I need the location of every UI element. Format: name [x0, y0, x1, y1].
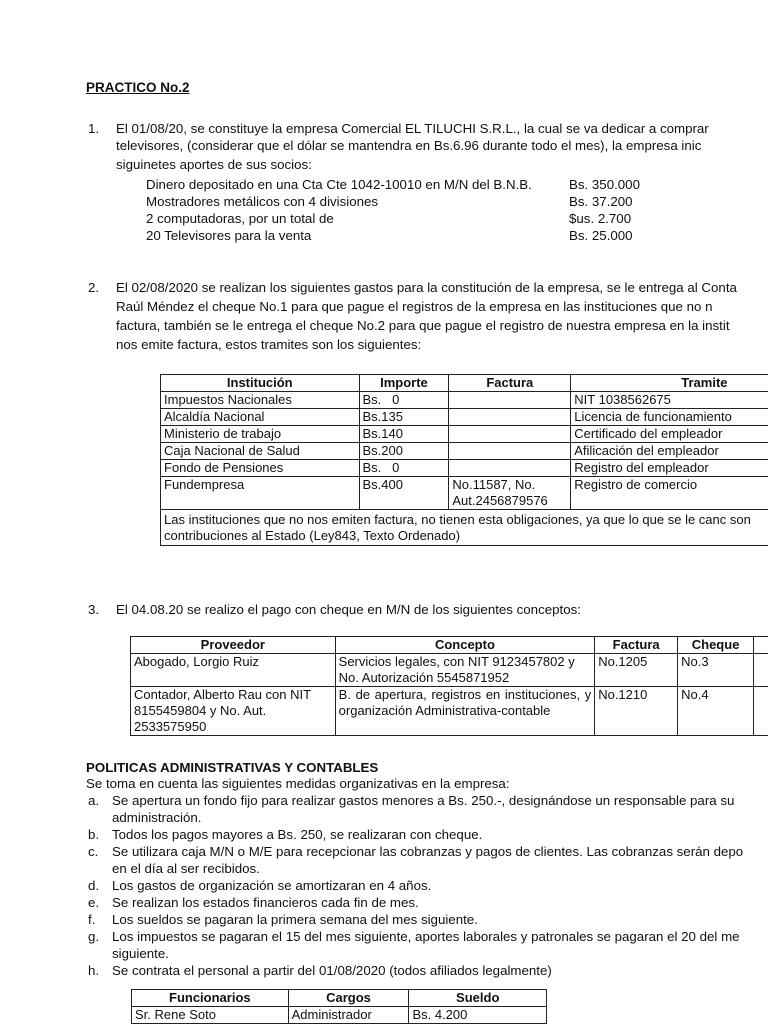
policy-letter: h.: [88, 963, 100, 978]
table-cell: Licencia de funcionamiento: [571, 409, 768, 426]
policy-letter: d.: [88, 878, 100, 893]
policy-letter: c.: [88, 844, 99, 859]
table-cell: [754, 687, 768, 736]
policy-letter: f.: [88, 912, 96, 927]
table-row: [161, 392, 768, 409]
policy-letter: g.: [88, 929, 100, 944]
table-cell: [449, 409, 571, 426]
aporte-row: [146, 193, 746, 210]
table-cell: [449, 460, 571, 477]
aporte-amount: Bs. 37.200: [569, 194, 633, 209]
table-cell: Bs. 0: [359, 460, 449, 477]
table-cell: Bs. 4.200: [409, 1007, 547, 1024]
table-cell: Ministerio de trabajo: [161, 426, 360, 443]
table-cell: Bs.200: [359, 443, 449, 460]
table-row: [131, 654, 768, 687]
payments-table: [130, 636, 768, 736]
column-header: [754, 637, 768, 654]
table-cell: No.11587, No. Aut.2456879576: [449, 477, 571, 510]
policy-letter: a.: [88, 793, 100, 808]
table-cell: [754, 654, 768, 687]
table-row: [161, 477, 768, 510]
table-header-row: [132, 990, 547, 1007]
table-cell: [449, 392, 571, 409]
policy-item: [86, 792, 768, 826]
aporte-amount: Bs. 25.000: [569, 228, 633, 243]
table-cell: Fundempresa: [161, 477, 360, 510]
aporte-row: [146, 227, 746, 244]
policy-text: Se utilizara caja M/N o M/E para recepcionar las cobranzas y pagos de clientes. Las cobranzas serán depo: [112, 844, 744, 859]
table-note: Las instituciones que no nos emiten factura, no tienen esta obligaciones, ya que lo que se le canc son contribuciones al Estado (Ley843, Texto Ordenado): [161, 510, 768, 546]
policy-text: Se realizan los estados financieros cada fin de mes.: [112, 895, 419, 910]
item-number: 1.: [88, 121, 100, 136]
column-header: Cheque: [678, 637, 754, 654]
item-line: El 04.08.20 se realizo el pago con cheque en M/N de los siguientes conceptos:: [116, 602, 581, 617]
column-header: Concepto: [335, 637, 595, 654]
table-cell: Registro de comercio: [571, 477, 768, 510]
table-row: [161, 426, 768, 443]
item-number: 2.: [88, 280, 100, 295]
table-cell: No.4: [678, 687, 754, 736]
table-note-row: [161, 510, 768, 546]
table-cell: Fondo de Pensiones: [161, 460, 360, 477]
table-row: [161, 443, 768, 460]
table-cell: Servicios legales, con NIT 9123457802 y No. Autorización 5545871952: [335, 654, 595, 687]
table-cell: B. de apertura, registros en instituciones, y organización Administrativa-contable: [335, 687, 595, 736]
table-cell: Bs.135: [359, 409, 449, 426]
table-cell: No.1205: [595, 654, 678, 687]
policy-item: [86, 894, 768, 911]
table-cell: Bs. 0: [359, 392, 449, 409]
table-row: [161, 460, 768, 477]
table-row: [161, 409, 768, 426]
policy-text: Se apertura un fondo fijo para realizar gastos menores a Bs. 250.-, designándose un responsable para su: [112, 793, 735, 808]
table-cell: [449, 426, 571, 443]
table-cell: Administrador: [288, 1007, 409, 1024]
column-header: Cargos: [288, 990, 409, 1007]
aporte-amount: Bs. 350.000: [569, 177, 640, 192]
table-row: [132, 1007, 547, 1024]
column-header: Institución: [161, 375, 360, 392]
table-cell: Bs.140: [359, 426, 449, 443]
item-line: nos emite factura, estos tramites son los siguientes:: [116, 337, 422, 352]
policy-text: Se contrata el personal a partir del 01/08/2020 (todos afiliados legalmente): [112, 963, 552, 978]
table-row: [131, 687, 768, 736]
table-cell: Abogado, Lorgio Ruiz: [131, 654, 336, 687]
policy-letter: e.: [88, 895, 100, 910]
item-line: siguinetes aportes de sus socios:: [116, 157, 312, 172]
table-header-row: [131, 637, 768, 654]
table-cell: Registro del empleador: [571, 460, 768, 477]
policy-text: Los sueldos se pagaran la primera semana del mes siguiente.: [112, 912, 478, 927]
aportes-list: [146, 176, 746, 244]
item-line: Raúl Méndez el cheque No.1 para que pague el registros de la empresa en las instituciones que no n: [116, 299, 713, 314]
policy-text: Los impuestos se pagaran el 15 del mes siguiente, aportes laborales y patronales se pagaran el 20 del me: [112, 929, 740, 944]
policy-item: [86, 962, 768, 979]
aporte-desc: Dinero depositado en una Cta Cte 1042-10010 en M/N del B.N.B.: [146, 177, 532, 192]
column-header: Importe: [359, 375, 449, 392]
policy-text: en el día al ser recibidos.: [112, 861, 260, 876]
table-cell: [449, 443, 571, 460]
column-header: Factura: [595, 637, 678, 654]
policy-item: [86, 826, 768, 843]
table-cell: Sr. Rene Soto: [132, 1007, 289, 1024]
column-header: Funcionarios: [132, 990, 289, 1007]
item-line: El 02/08/2020 se realizan los siguientes gastos para la constitución de la empresa, se le entrega al Conta: [116, 280, 737, 295]
policy-item: [86, 877, 768, 894]
column-header: Sueldo: [409, 990, 547, 1007]
table-cell: Certificado del empleador: [571, 426, 768, 443]
aporte-desc: Mostradores metálicos con 4 divisiones: [146, 194, 379, 209]
policy-text: administración.: [112, 810, 202, 825]
aporte-amount: $us. 2.700: [569, 211, 632, 226]
policy-text: Los gastos de organización se amortizaran en 4 años.: [112, 878, 432, 893]
table-cell: Afilicación del empleador: [571, 443, 768, 460]
item-line: televisores, (considerar que el dólar se mantendra en Bs.6.96 durante todo el mes), la empresa inic: [116, 138, 702, 153]
table-header-row: [161, 375, 768, 392]
policy-item: [86, 843, 768, 877]
staff-table: [131, 989, 547, 1024]
policies-intro: Se toma en cuenta las siguientes medidas organizativas en la empresa:: [86, 776, 510, 791]
policy-item: [86, 911, 768, 928]
table-cell: No.3: [678, 654, 754, 687]
policy-text: siguiente.: [112, 946, 169, 961]
aporte-row: [146, 210, 746, 227]
institutions-table: [160, 374, 768, 546]
policy-letter: b.: [88, 827, 100, 842]
table-cell: Alcaldía Nacional: [161, 409, 360, 426]
table-cell: No.1210: [595, 687, 678, 736]
column-header: Tramite: [571, 375, 768, 392]
policy-list: [86, 792, 768, 979]
item-line: El 01/08/20, se constituye la empresa Comercial EL TILUCHI S.R.L., la cual se va dedicar a comprar: [116, 121, 709, 136]
policy-text: Todos los pagos mayores a Bs. 250, se realizaran con cheque.: [112, 827, 483, 842]
item-number: 3.: [88, 602, 100, 617]
table-cell: Impuestos Nacionales: [161, 392, 360, 409]
table-cell: Bs.400: [359, 477, 449, 510]
table-cell: Caja Nacional de Salud: [161, 443, 360, 460]
aporte-row: [146, 176, 746, 193]
aporte-desc: 2 computadoras, por un total de: [146, 211, 334, 226]
policy-item: [86, 928, 768, 962]
page-title: PRACTICO No.2: [86, 80, 190, 95]
table-cell: Contador, Alberto Rau con NIT 8155459804 y No. Aut. 2533575950: [131, 687, 336, 736]
policies-title: POLITICAS ADMINISTRATIVAS Y CONTABLES: [86, 760, 379, 775]
aporte-desc: 20 Televisores para la venta: [146, 228, 312, 243]
table-cell: NIT 1038562675: [571, 392, 768, 409]
column-header: Factura: [449, 375, 571, 392]
item-line: factura, también se le entrega el cheque No.2 para que pague el registro de nuestra empresa en la instit: [116, 318, 730, 333]
column-header: Proveedor: [131, 637, 336, 654]
